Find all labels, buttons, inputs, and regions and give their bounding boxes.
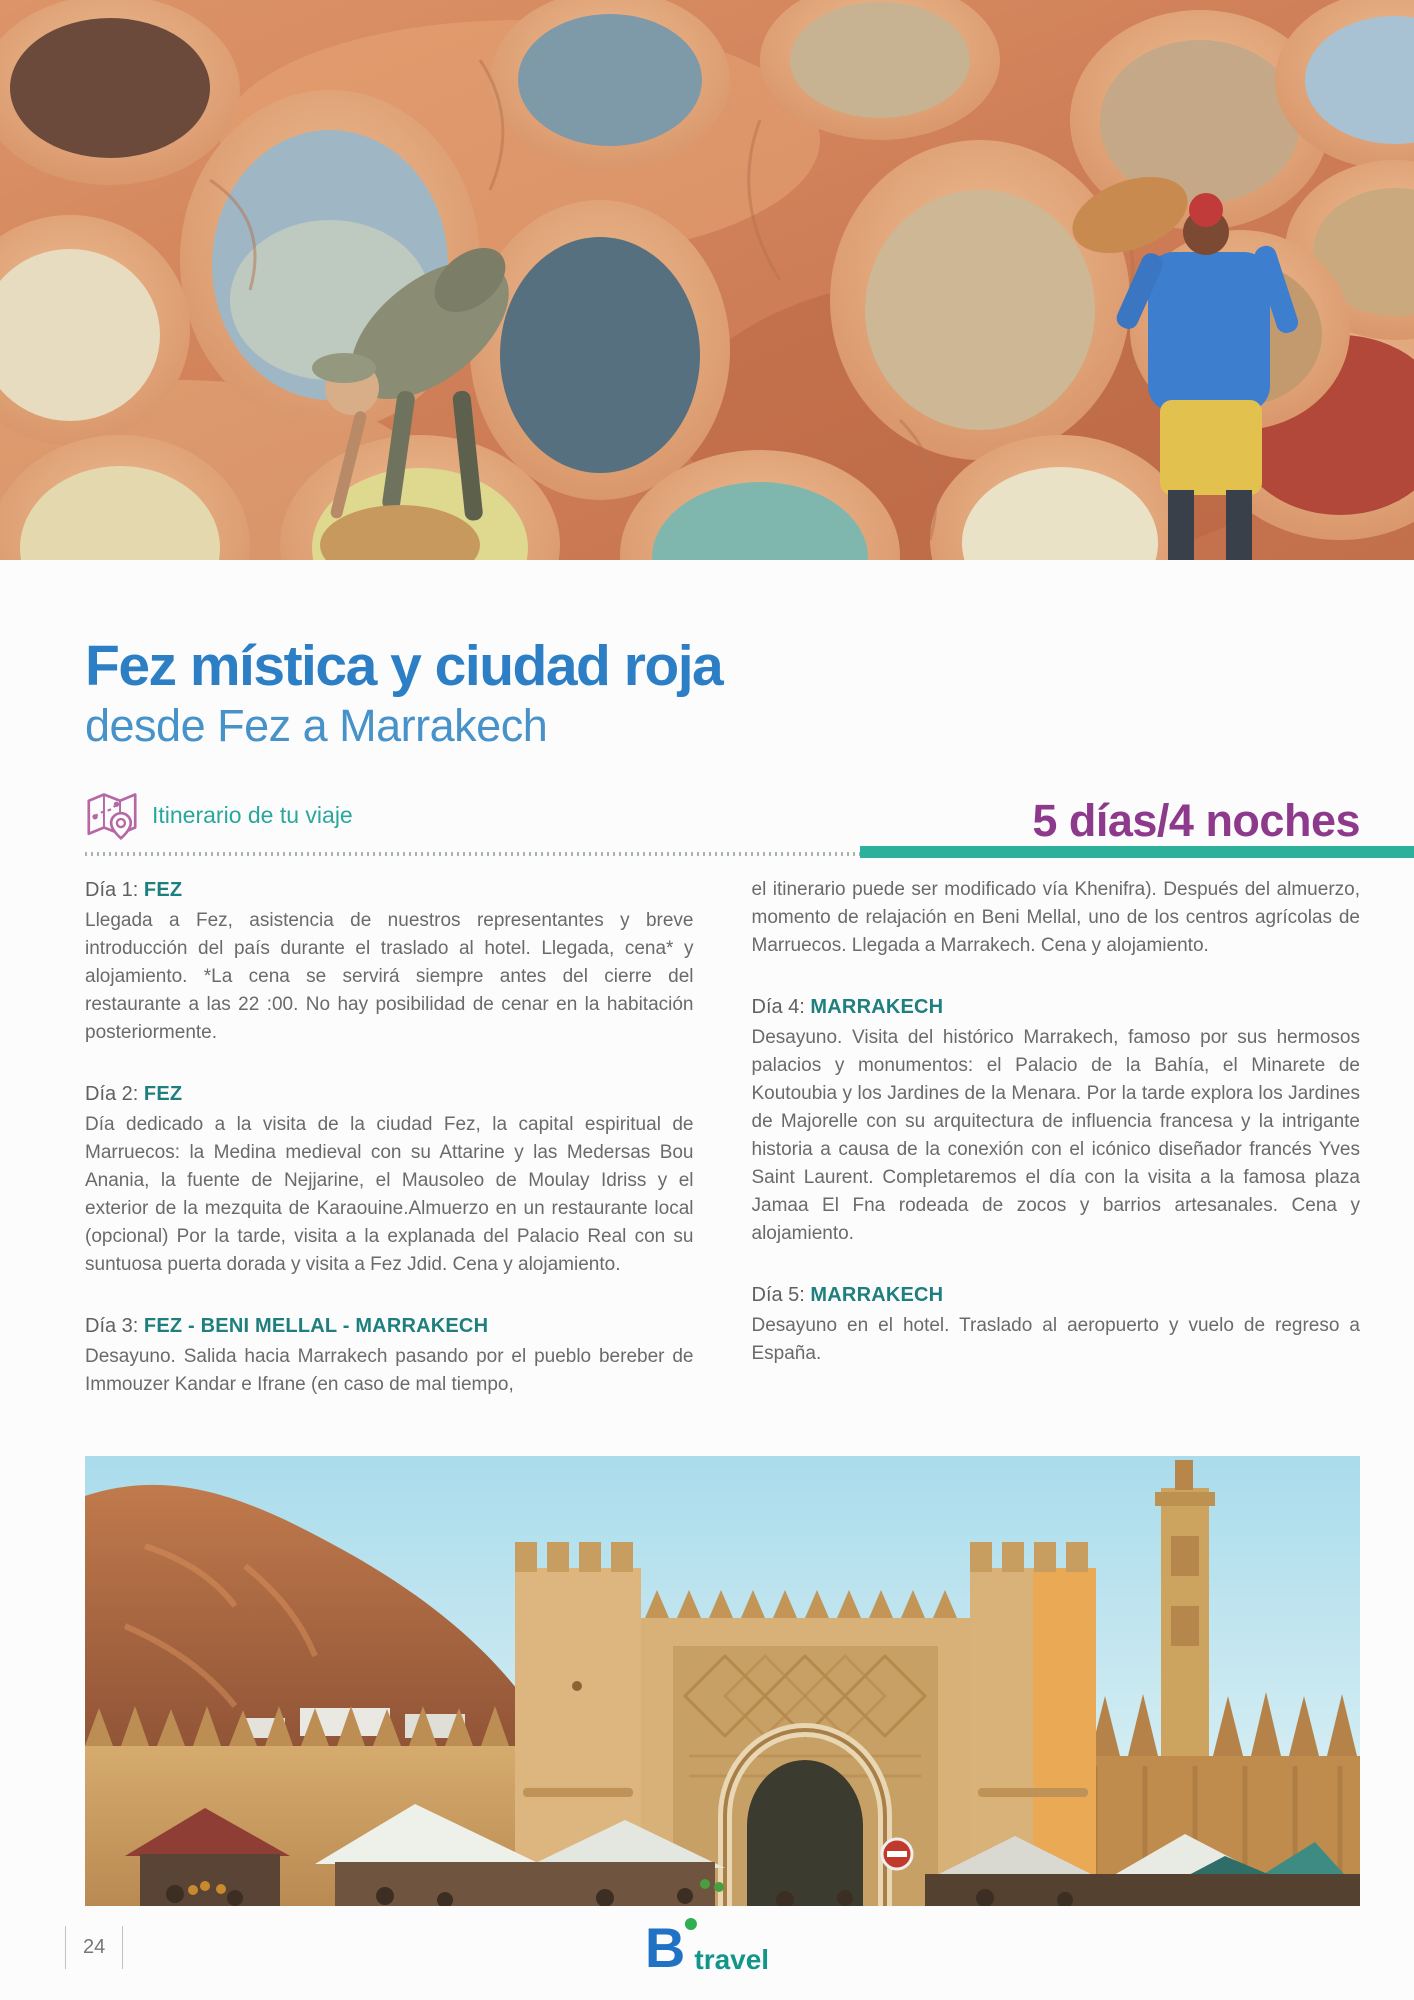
itinerary-columns: [85, 876, 1360, 1432]
day-1-text: Llegada a Fez, asistencia de nuestros representantes y breve introducción del país durante el traslado al hotel. Llegada, cena* y alojamiento. *La cena se servirá siempre antes del cierre del restaurante a las 22 :00. No hay posibilidad de cenar en la habitación posteriormente.: [85, 910, 694, 1043]
duration-underline-bar: [860, 846, 1414, 858]
itinerary-label: Itinerario de tu viaje: [152, 801, 353, 828]
day-5-heading: Día 5: MARRAKECH: [751, 1284, 944, 1306]
column-left: [85, 876, 694, 1432]
day-4-block: [752, 993, 1361, 1248]
btravel-logo-text: travel: [694, 1943, 770, 1975]
separator-row: [85, 846, 1414, 858]
day-5-text: Desayuno en el hotel. Traslado al aeropuerto y vuelo de regreso a España.: [751, 1315, 1360, 1364]
day-2-location: FEZ: [143, 1083, 183, 1105]
day-4-location: MARRAKECH: [810, 996, 944, 1018]
day-4-text: Desayuno. Visita del histórico Marrakech, famoso por sus hermosos palacios y monumentos: el Palacio de la Bahía, el Minarete de Koutoubia y los Jardines de la Menara. Por la tarde explora los Jardines de Majorelle con su arquitectura de influencia francesa y la intrigante historia a causa de la conexión con el icónico diseñador francés Yves Saint Laurent. Completaremos el día con la visita a la famosa plaza Jamaa El Fna rodeada de zocos y barrios artesanales. Cena y alojamiento.: [751, 1027, 1360, 1244]
btravel-logo: [644, 1915, 770, 1979]
page-footer: [0, 1895, 1414, 2000]
day-3-block: [85, 1312, 694, 1399]
day-5-block: [752, 1281, 1361, 1368]
day-3-continuation-block: [752, 876, 1361, 960]
day-3-text: Desayuno. Salida hacia Marrakech pasando por el pueblo bereber de Immouzer Kandar e Ifrane (en caso de mal tiempo,: [85, 1346, 694, 1395]
day-1-block: [85, 876, 694, 1047]
day-1-location: FEZ: [143, 879, 183, 901]
btravel-logo-b: B: [645, 1924, 684, 1972]
dotted-separator: [85, 852, 860, 856]
page-number: 24: [65, 1926, 123, 1969]
itinerary-header-row: [85, 788, 1360, 844]
day-2-block: [85, 1080, 694, 1279]
map-route-icon: [85, 790, 139, 840]
itinerary-label-group: [85, 790, 353, 844]
btravel-logo-dot: [685, 1918, 697, 1930]
page-title: Fez mística y ciudad roja: [85, 634, 723, 698]
fez-tannery-photo: [0, 0, 1414, 560]
day-4-heading: Día 4: MARRAKECH: [751, 996, 944, 1018]
day-3-continuation-text: el itinerario puede ser modificado vía Khenifra). Después del almuerzo, momento de relajación en Beni Mellal, uno de los centros agrícolas de Marruecos. Llegada a Marrakech. Cena y alojamiento.: [751, 879, 1360, 956]
column-right: [752, 876, 1361, 1432]
day-2-text: Día dedicado a la visita de la ciudad Fez, la capital espiritual de Marruecos: la Medina medieval con su Attarine y las Medersas Bou Anania, la fuente de Nejjarine, el Mausoleo de Moulay Idriss y el exterior de la mezquita de Karaouine.Almuerzo en un restaurante local (opcional) Por la tarde, visita a la explanada del Palacio Real con su suntuosa puerta dorada y visita a Fez Jdid. Cena y alojamiento.: [85, 1114, 694, 1275]
page-subtitle: desde Fez a Marrakech: [85, 700, 548, 751]
day-1-heading: Día 1: FEZ: [85, 879, 183, 901]
page-content: [0, 634, 1414, 1906]
day-3-location: FEZ - BENI MELLAL - MARRAKECH: [143, 1315, 489, 1337]
day-2-heading: Día 2: FEZ: [85, 1083, 183, 1105]
fez-gate-photo: [85, 1456, 1360, 1906]
day-3-heading: Día 3: FEZ - BENI MELLAL - MARRAKECH: [85, 1315, 489, 1337]
day-5-location: MARRAKECH: [810, 1284, 944, 1306]
duration-badge: 5 días/4 noches: [1032, 795, 1360, 846]
